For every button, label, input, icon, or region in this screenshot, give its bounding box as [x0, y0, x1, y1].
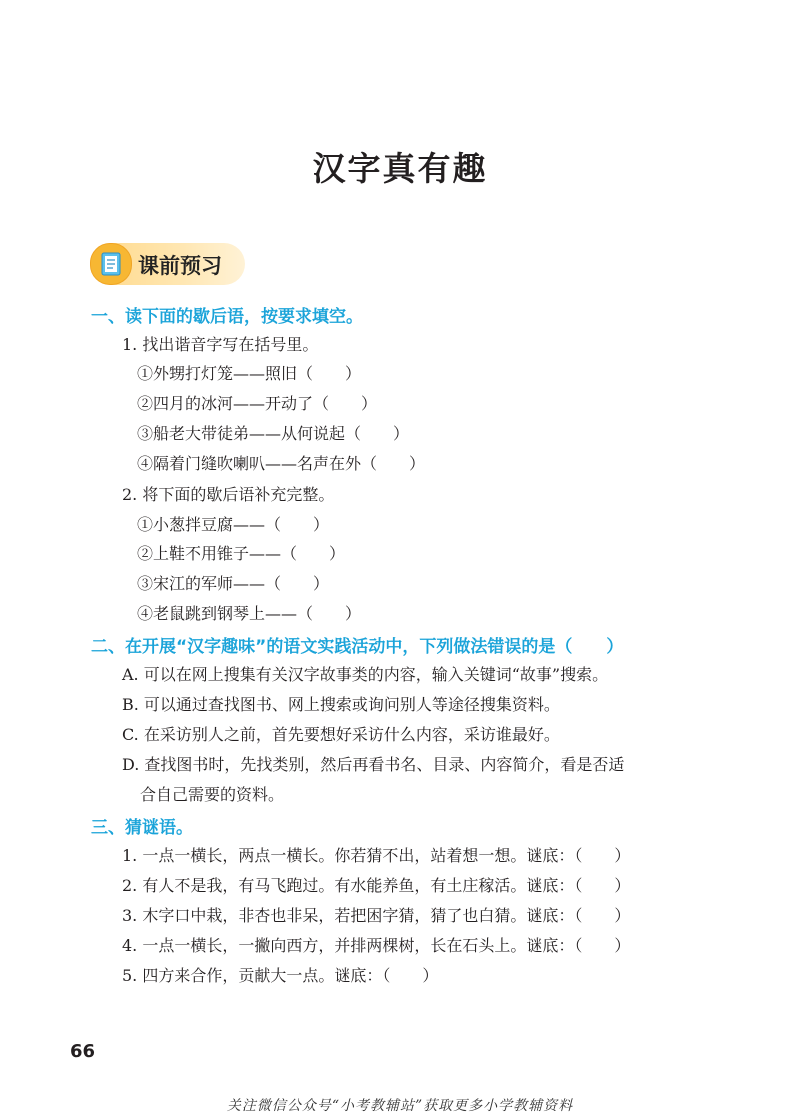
- riddle-item: 2. 有人不是我，有马飞跑过。有水能养鱼，有土庄稼活。谜底：（ ）: [122, 876, 631, 895]
- section-heading-2: 二、在开展“汉字趣味”的语文实践活动中，下列做法错误的是（ ）: [91, 637, 624, 657]
- question-1-item: ③船老大带徒弟——从何说起（ ）: [137, 424, 410, 443]
- notebook-icon: [90, 243, 132, 285]
- section-heading-1: 一、读下面的歇后语，按要求填空。: [91, 307, 363, 327]
- banner-label: 课前预习: [138, 254, 222, 278]
- section-banner: [90, 243, 245, 285]
- choice-option: A. 可以在网上搜集有关汉字故事类的内容，输入关键词“故事”搜索。: [122, 665, 609, 684]
- page-title: 汉字真有趣: [312, 149, 488, 188]
- riddle-item: 4. 一点一横长，一撇向西方，并排两棵树，长在石头上。谜底：（ ）: [122, 936, 631, 955]
- question-2-item: ④老鼠跳到钢琴上——（ ）: [137, 604, 362, 623]
- choice-option: D. 查找图书时，先找类别，然后再看书名、目录、内容简介，看是否适: [122, 755, 625, 774]
- question-2-prompt: 2. 将下面的歇后语补充完整。: [122, 485, 335, 504]
- question-2-item: ①小葱拌豆腐——（ ）: [137, 515, 330, 534]
- footer-note: 关注微信公众号“小考教辅站”获取更多小学教辅资料: [226, 1098, 574, 1114]
- choice-option: C. 在采访别人之前，首先要想好采访什么内容，采访谁最好。: [122, 725, 560, 744]
- question-1-item: ①外甥打灯笼——照旧（ ）: [137, 364, 362, 383]
- choice-option: B. 可以通过查找图书、网上搜索或询问别人等途径搜集资料。: [122, 695, 560, 714]
- question-1-item: ④隔着门缝吹喇叭——名声在外（ ）: [137, 454, 426, 473]
- riddle-item: 5. 四方来合作，贡献大一点。谜底：（ ）: [122, 966, 439, 985]
- page-number: 66: [70, 1041, 96, 1062]
- riddle-item: 1. 一点一横长，两点一横长。你若猜不出，站着想一想。谜底：（ ）: [122, 846, 631, 865]
- section-heading-3: 三、猜谜语。: [91, 818, 193, 838]
- question-2-item: ②上鞋不用锥子——（ ）: [137, 544, 346, 563]
- question-2-item: ③宋江的军师——（ ）: [137, 574, 330, 593]
- riddle-item: 3. 木字口中栽，非杏也非呆，若把困字猜，猜了也白猜。谜底：（ ）: [122, 906, 631, 925]
- choice-option-continued: 合自己需要的资料。: [140, 785, 285, 804]
- question-1-prompt: 1. 找出谐音字写在括号里。: [122, 335, 319, 354]
- question-1-item: ②四月的冰河——开动了（ ）: [137, 394, 378, 413]
